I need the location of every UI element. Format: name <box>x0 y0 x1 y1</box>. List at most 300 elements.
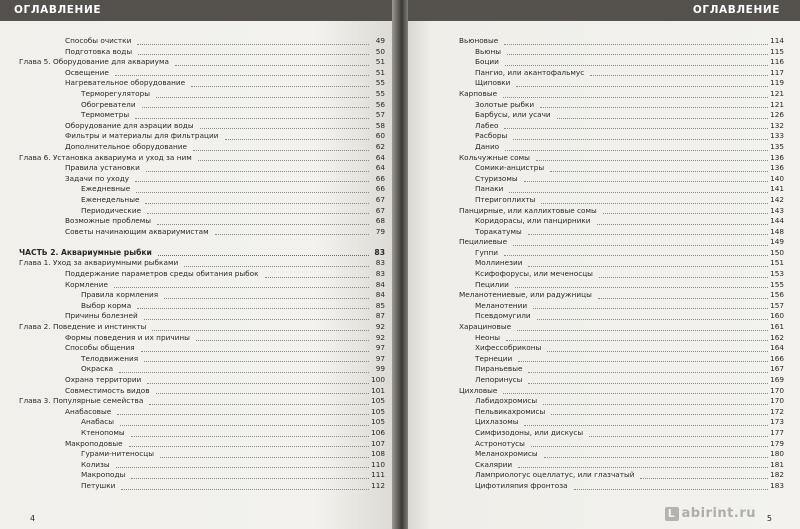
toc-entry-title: Фильтры и материалы для фильтрации <box>65 131 219 141</box>
toc-entry-page-number: 51 <box>375 57 385 67</box>
toc-entry-title: Гуппи <box>475 247 499 257</box>
toc-entry-title: ЧАСТЬ 2. Аквариумные рыбки <box>19 247 152 257</box>
toc-entry-title: Формы поведения и их причины <box>65 332 190 342</box>
toc-entry-page-number: 58 <box>375 120 385 130</box>
toc-entry <box>459 110 784 121</box>
toc-entry-page-number: 183 <box>770 480 784 490</box>
toc-entry-page-number: 170 <box>770 396 784 406</box>
toc-entry <box>459 439 784 450</box>
toc-entry-page-number: 107 <box>371 438 385 448</box>
toc-dot-leader <box>138 54 369 55</box>
toc-entry-page-number: 111 <box>371 470 385 480</box>
toc-entry <box>19 407 385 418</box>
toc-entry-page-number: 155 <box>770 279 784 289</box>
toc-entry <box>459 354 784 365</box>
toc-entry-title: Пецилии <box>475 279 509 289</box>
toc-entry-page-number: 67 <box>375 205 385 215</box>
toc-entry <box>459 364 784 375</box>
toc-entry-title: Способы очистки <box>65 36 132 45</box>
toc-entry-title: Псевдомугили <box>475 311 531 321</box>
toc-entry-title: Глава 2. Поведение и инстинкты <box>19 322 147 332</box>
toc-dot-leader <box>156 393 369 394</box>
toc-entry-page-number: 132 <box>770 120 784 130</box>
toc-entry <box>459 121 784 132</box>
toc-dot-leader <box>215 234 369 235</box>
toc-dot-leader <box>590 75 768 76</box>
toc-entry-page-number: 106 <box>371 427 385 437</box>
toc-entry-title: Карповые <box>459 88 498 98</box>
toc-dot-leader <box>136 192 369 193</box>
toc-dot-leader <box>531 446 768 447</box>
toc-dot-leader <box>504 255 768 256</box>
toc-dot-leader <box>115 75 369 76</box>
toc-dot-leader <box>193 150 369 151</box>
toc-entry-title: Щиповки <box>475 78 511 88</box>
toc-entry-page-number: 92 <box>375 332 385 342</box>
toc-entry <box>19 195 385 206</box>
toc-entry <box>459 68 784 79</box>
toc-entry-page-number: 180 <box>770 449 784 459</box>
toc-dot-leader <box>543 404 768 405</box>
toc-entry <box>19 396 385 407</box>
toc-entry <box>19 417 385 428</box>
toc-dot-leader <box>524 181 768 182</box>
toc-entry-title: Петушки <box>81 480 116 490</box>
toc-dot-leader <box>589 436 768 437</box>
toc-entry-title: Способы общения <box>65 343 135 353</box>
toc-entry-title: Тернеции <box>475 353 513 363</box>
toc-entry-page-number: 84 <box>375 279 385 289</box>
toc-entry-page-number: 66 <box>375 173 385 183</box>
toc-entry-title: Ламприологус оцеллатус, или глазчатый <box>475 470 635 480</box>
toc-entry-title: Пецилиевые <box>459 237 508 247</box>
toc-dot-leader <box>528 372 768 373</box>
toc-entry <box>459 428 784 439</box>
toc-entry-page-number: 49 <box>375 36 385 45</box>
toc-entry-title: Периодические <box>81 205 142 215</box>
toc-entry <box>459 407 784 418</box>
toc-dot-leader <box>503 393 768 394</box>
toc-entry-page-number: 87 <box>375 311 385 321</box>
toc-entry <box>459 237 784 248</box>
toc-entry-page-number: 105 <box>371 396 385 406</box>
toc-dot-leader <box>533 308 768 309</box>
toc-entry <box>459 57 784 68</box>
toc-entry <box>19 280 385 291</box>
toc-entry-title: Сомики-анцистры <box>475 163 545 173</box>
toc-entry-title: Данио <box>475 141 500 151</box>
toc-entry <box>19 449 385 460</box>
toc-entry-title: Меланотении <box>475 300 528 310</box>
toc-entry-title: Цихловые <box>459 385 498 395</box>
toc-entry-title: Выбор корма <box>81 300 132 310</box>
toc-dot-leader <box>507 54 768 55</box>
toc-entry-page-number: 164 <box>770 343 784 353</box>
toc-dot-leader <box>191 86 369 87</box>
page-number-left: 4 <box>30 514 36 523</box>
toc-entry-page-number: 57 <box>375 110 385 120</box>
toc-dot-leader <box>504 128 768 129</box>
toc-entry <box>19 36 385 47</box>
toc-entry-page-number: 64 <box>375 163 385 173</box>
toc-entry-title: Гурами-нитеносцы <box>81 449 154 459</box>
toc-entry-title: Макроподы <box>81 470 126 480</box>
toc-entry-title: Охрана территории <box>65 375 142 384</box>
toc-entry-page-number: 67 <box>375 194 385 204</box>
watermark-logo <box>665 506 756 521</box>
toc-entry-title: Телодвижения <box>81 353 139 363</box>
toc-dot-leader <box>117 414 369 415</box>
toc-entry-title: Пангио, или акантофальмус <box>475 67 585 77</box>
toc-entry-title: Цихлазомы <box>475 417 519 427</box>
toc-dot-leader <box>157 224 369 225</box>
toc-entry-page-number: 126 <box>770 110 784 120</box>
toc-entry <box>19 386 385 397</box>
toc-entry-page-number: 151 <box>770 258 784 268</box>
toc-entry-page-number: 56 <box>375 99 385 109</box>
toc-entry <box>459 417 784 428</box>
toc-dot-leader <box>599 277 768 278</box>
watermark-text: abirint.ru <box>681 506 756 521</box>
toc-entry <box>459 78 784 89</box>
toc-entry-title: Причины болезней <box>65 311 138 321</box>
toc-dot-leader <box>505 150 768 151</box>
toc-dot-leader <box>147 383 369 384</box>
toc-entry-page-number: 99 <box>375 364 385 374</box>
toc-dot-leader <box>551 414 768 415</box>
toc-entry <box>19 184 385 195</box>
toc-dot-leader <box>119 372 369 373</box>
toc-dot-leader <box>144 361 369 362</box>
toc-entry <box>19 290 385 301</box>
toc-entry <box>19 269 385 280</box>
left-page <box>0 0 394 529</box>
toc-entry-title: Окраска <box>81 364 114 374</box>
toc-dot-leader <box>505 65 768 66</box>
toc-entry-page-number: 115 <box>770 46 784 56</box>
toc-entry-page-number: 170 <box>770 385 784 395</box>
toc-dot-leader <box>135 181 369 182</box>
toc-entry-page-number: 160 <box>770 311 784 321</box>
toc-entry <box>459 131 784 142</box>
toc-entry-page-number: 66 <box>375 184 385 194</box>
toc-entry-title: Цифотиляпия фронтоза <box>475 480 568 490</box>
toc-entry-page-number: 143 <box>770 205 784 215</box>
toc-entry-title: Глава 5. Оборудование для аквариума <box>19 57 169 67</box>
toc-entry-title: Золотые рыбки <box>475 99 535 109</box>
toc-dot-leader <box>504 44 768 45</box>
toc-entry-title: Меланохромисы <box>475 449 538 459</box>
toc-entry <box>19 481 385 492</box>
toc-dot-leader <box>640 478 768 479</box>
toc-entry-title: Глава 1. Уход за аквариумными рыбками <box>19 258 179 268</box>
toc-entry-title: Боции <box>475 57 499 67</box>
toc-entry-page-number: 166 <box>770 353 784 363</box>
toc-dot-leader <box>158 255 369 256</box>
toc-entry <box>459 195 784 206</box>
toc-entry <box>19 100 385 111</box>
toc-dot-leader <box>603 213 768 214</box>
page-header-left: ОГЛАВЛЕНИЕ <box>0 0 392 21</box>
toc-entry <box>459 343 784 354</box>
toc-entry-title: Панцирные, или каллихтовые сомы <box>459 205 597 215</box>
toc-entry-title: Подготовка воды <box>65 46 133 56</box>
toc-entry-page-number: 142 <box>770 194 784 204</box>
toc-entry <box>459 449 784 460</box>
toc-dot-leader <box>116 467 369 468</box>
toc-entry-page-number: 108 <box>371 449 385 459</box>
toc-entry-title: Симфизодоны, или дискусы <box>475 427 584 437</box>
toc-entry-page-number: 55 <box>375 78 385 88</box>
toc-dot-leader <box>550 171 768 172</box>
toc-entry-page-number: 83 <box>375 269 385 279</box>
toc-entry <box>459 163 784 174</box>
toc-entry <box>459 280 784 291</box>
toc-entry <box>19 110 385 121</box>
toc-entry <box>19 206 385 217</box>
toc-entry <box>19 322 385 333</box>
toc-dot-leader <box>141 351 369 352</box>
toc-entry <box>19 470 385 481</box>
toc-entry-page-number: 83 <box>375 258 385 268</box>
toc-dot-leader <box>541 203 768 204</box>
toc-dot-leader <box>265 277 369 278</box>
toc-entry <box>459 311 784 322</box>
toc-entry <box>19 364 385 375</box>
toc-entry-title: Правила кормления <box>81 290 159 300</box>
toc-entry-title: Кольчужные сомы <box>459 152 530 162</box>
toc-entry <box>459 206 784 217</box>
toc-dot-leader <box>513 245 768 246</box>
toc-entry <box>459 184 784 195</box>
toc-entry-title: Панаки <box>475 184 504 194</box>
toc-entry-title: Лабео <box>475 120 499 130</box>
toc-entry-page-number: 51 <box>375 67 385 77</box>
toc-entry-page-number: 167 <box>770 364 784 374</box>
toc-entry <box>459 100 784 111</box>
toc-entry <box>459 470 784 481</box>
toc-entry <box>459 142 784 153</box>
toc-entry <box>459 248 784 259</box>
toc-entry-title: Пираньевые <box>475 364 523 374</box>
page-header-right: ОГЛАВЛЕНИЕ <box>408 0 800 21</box>
toc-entry-page-number: 156 <box>770 290 784 300</box>
toc-entry-page-number: 162 <box>770 332 784 342</box>
toc-entry-title: Лабидохромисы <box>475 396 538 406</box>
toc-entry <box>19 354 385 365</box>
toc-entry-title: Моллинезии <box>475 258 523 268</box>
toc-entry <box>19 428 385 439</box>
toc-entry <box>459 333 784 344</box>
toc-entry-title: Оборудование для аэрации воды <box>65 120 194 130</box>
toc-entry-title: Анабасовые <box>65 406 112 416</box>
toc-entry <box>459 36 784 47</box>
toc-entry <box>459 153 784 164</box>
toc-dot-leader <box>129 446 369 447</box>
toc-dot-leader <box>513 139 768 140</box>
toc-left-column <box>19 36 385 492</box>
toc-entry <box>459 174 784 185</box>
toc-dot-leader <box>120 425 369 426</box>
toc-entry-page-number: 60 <box>375 131 385 141</box>
toc-entry-page-number: 177 <box>770 427 784 437</box>
toc-dot-leader <box>536 160 768 161</box>
toc-dot-leader <box>160 457 369 458</box>
toc-entry-page-number: 97 <box>375 343 385 353</box>
page-number-right: 5 <box>766 514 772 523</box>
toc-entry-page-number: 68 <box>375 216 385 226</box>
toc-entry-page-number: 119 <box>770 78 784 88</box>
toc-entry <box>459 47 784 58</box>
toc-entry-page-number: 117 <box>770 67 784 77</box>
toc-entry <box>459 460 784 471</box>
toc-entry <box>459 269 784 280</box>
toc-entry-page-number: 153 <box>770 269 784 279</box>
toc-entry-title: Терморегуляторы <box>81 88 150 98</box>
toc-dot-leader <box>528 234 768 235</box>
toc-dot-leader <box>516 86 768 87</box>
toc-entry-page-number: 100 <box>371 375 385 384</box>
toc-dot-leader <box>135 118 369 119</box>
toc-entry-title: Астронотусы <box>475 438 525 448</box>
toc-entry <box>19 227 385 238</box>
toc-dot-leader <box>518 361 768 362</box>
toc-entry-title: Вьюны <box>475 46 501 56</box>
toc-entry <box>19 142 385 153</box>
toc-entry <box>19 174 385 185</box>
toc-entry <box>459 216 784 227</box>
toc-entry-title: Харациновые <box>459 322 512 332</box>
toc-entry <box>459 322 784 333</box>
toc-entry <box>19 89 385 100</box>
toc-entry-title: Советы начинающим аквариумистам <box>65 226 209 236</box>
toc-entry-page-number: 105 <box>371 417 385 427</box>
toc-entry-page-number: 97 <box>375 353 385 363</box>
toc-part-heading <box>19 248 385 259</box>
toc-entry-title: Торакатумы <box>475 226 522 236</box>
toc-dot-leader <box>137 44 369 45</box>
toc-entry-page-number: 172 <box>770 406 784 416</box>
toc-dot-leader <box>540 107 768 108</box>
toc-dot-leader <box>184 266 369 267</box>
toc-entry-title: Нагревательное оборудование <box>65 78 186 88</box>
toc-entry <box>19 439 385 450</box>
toc-entry <box>19 68 385 79</box>
toc-dot-leader <box>225 139 370 140</box>
toc-dot-leader <box>547 351 768 352</box>
toc-entry-title: Коридорасы, или панцирники <box>475 216 591 226</box>
toc-entry-page-number: 141 <box>770 184 784 194</box>
toc-dot-leader <box>114 287 369 288</box>
toc-entry <box>19 311 385 322</box>
toc-entry-title: Кормление <box>65 279 108 289</box>
toc-entry-title: Птеригоплихты <box>475 194 536 204</box>
toc-entry-page-number: 83 <box>374 247 385 257</box>
toc-entry <box>19 121 385 132</box>
toc-entry <box>459 396 784 407</box>
toc-dot-leader <box>146 171 369 172</box>
toc-entry <box>459 375 784 386</box>
toc-entry-title: Обогреватели <box>81 99 136 109</box>
toc-entry-page-number: 92 <box>375 322 385 332</box>
toc-entry-page-number: 182 <box>770 470 784 480</box>
toc-right-column <box>459 36 784 492</box>
toc-dot-leader <box>509 192 768 193</box>
toc-entry-title: Освещение <box>65 67 109 77</box>
toc-dot-leader <box>517 330 768 331</box>
toc-entry-title: Неоны <box>475 332 500 342</box>
toc-entry-page-number: 133 <box>770 131 784 141</box>
toc-entry <box>459 89 784 100</box>
toc-dot-leader <box>506 340 768 341</box>
toc-entry-title: Совместимость видов <box>65 385 150 395</box>
toc-dot-leader <box>544 457 768 458</box>
toc-entry-page-number: 79 <box>375 226 385 236</box>
toc-entry <box>19 301 385 312</box>
toc-entry-title: Поддержание параметров среды обитания рыбок <box>65 269 259 279</box>
toc-entry-title: Ежедневные <box>81 184 131 194</box>
toc-entry <box>19 460 385 471</box>
toc-entry-page-number: 173 <box>770 417 784 427</box>
toc-dot-leader <box>528 266 768 267</box>
toc-entry-title: Хифессобриконы <box>475 343 542 353</box>
toc-entry-page-number: 179 <box>770 438 784 448</box>
toc-dot-leader <box>557 118 768 119</box>
toc-entry-page-number: 101 <box>371 385 385 395</box>
toc-entry-page-number: 136 <box>770 152 784 162</box>
toc-entry <box>19 258 385 269</box>
toc-entry-title: Дополнительное оборудование <box>65 141 187 151</box>
toc-entry-title: Лепоринусы <box>475 375 523 384</box>
toc-entry <box>19 216 385 227</box>
toc-entry-title: Колизы <box>81 459 110 469</box>
toc-entry-title: Вьюновые <box>459 36 499 45</box>
toc-entry-page-number: 150 <box>770 247 784 257</box>
toc-entry-page-number: 121 <box>770 88 784 98</box>
toc-entry-page-number: 64 <box>375 152 385 162</box>
toc-entry-page-number: 62 <box>375 141 385 151</box>
toc-entry <box>19 78 385 89</box>
toc-entry-page-number: 148 <box>770 226 784 236</box>
toc-entry <box>19 375 385 386</box>
toc-entry-title: Еженедельные <box>81 194 140 204</box>
toc-entry <box>19 163 385 174</box>
toc-entry <box>19 153 385 164</box>
toc-entry-page-number: 105 <box>371 406 385 416</box>
toc-entry-page-number: 114 <box>770 36 784 45</box>
toc-entry-page-number: 55 <box>375 88 385 98</box>
toc-entry-page-number: 161 <box>770 322 784 332</box>
toc-entry <box>19 333 385 344</box>
toc-dot-leader <box>144 319 369 320</box>
toc-entry-title: Расборы <box>475 131 508 141</box>
toc-dot-leader <box>518 467 768 468</box>
toc-spacer <box>19 237 385 248</box>
toc-dot-leader <box>515 287 768 288</box>
toc-entry-title: Термометры <box>81 110 130 120</box>
toc-entry-page-number: 157 <box>770 300 784 310</box>
toc-entry-page-number: 140 <box>770 173 784 183</box>
toc-entry-page-number: 85 <box>375 300 385 310</box>
toc-dot-leader <box>528 383 768 384</box>
toc-entry-title: Глава 3. Популярные семейства <box>19 396 144 406</box>
toc-entry-page-number: 135 <box>770 141 784 151</box>
toc-entry-title: Задачи по уходу <box>65 173 130 183</box>
toc-dot-leader <box>131 436 369 437</box>
toc-entry-page-number: 112 <box>371 480 385 490</box>
toc-dot-leader <box>152 330 369 331</box>
toc-entry-page-number: 121 <box>770 99 784 109</box>
